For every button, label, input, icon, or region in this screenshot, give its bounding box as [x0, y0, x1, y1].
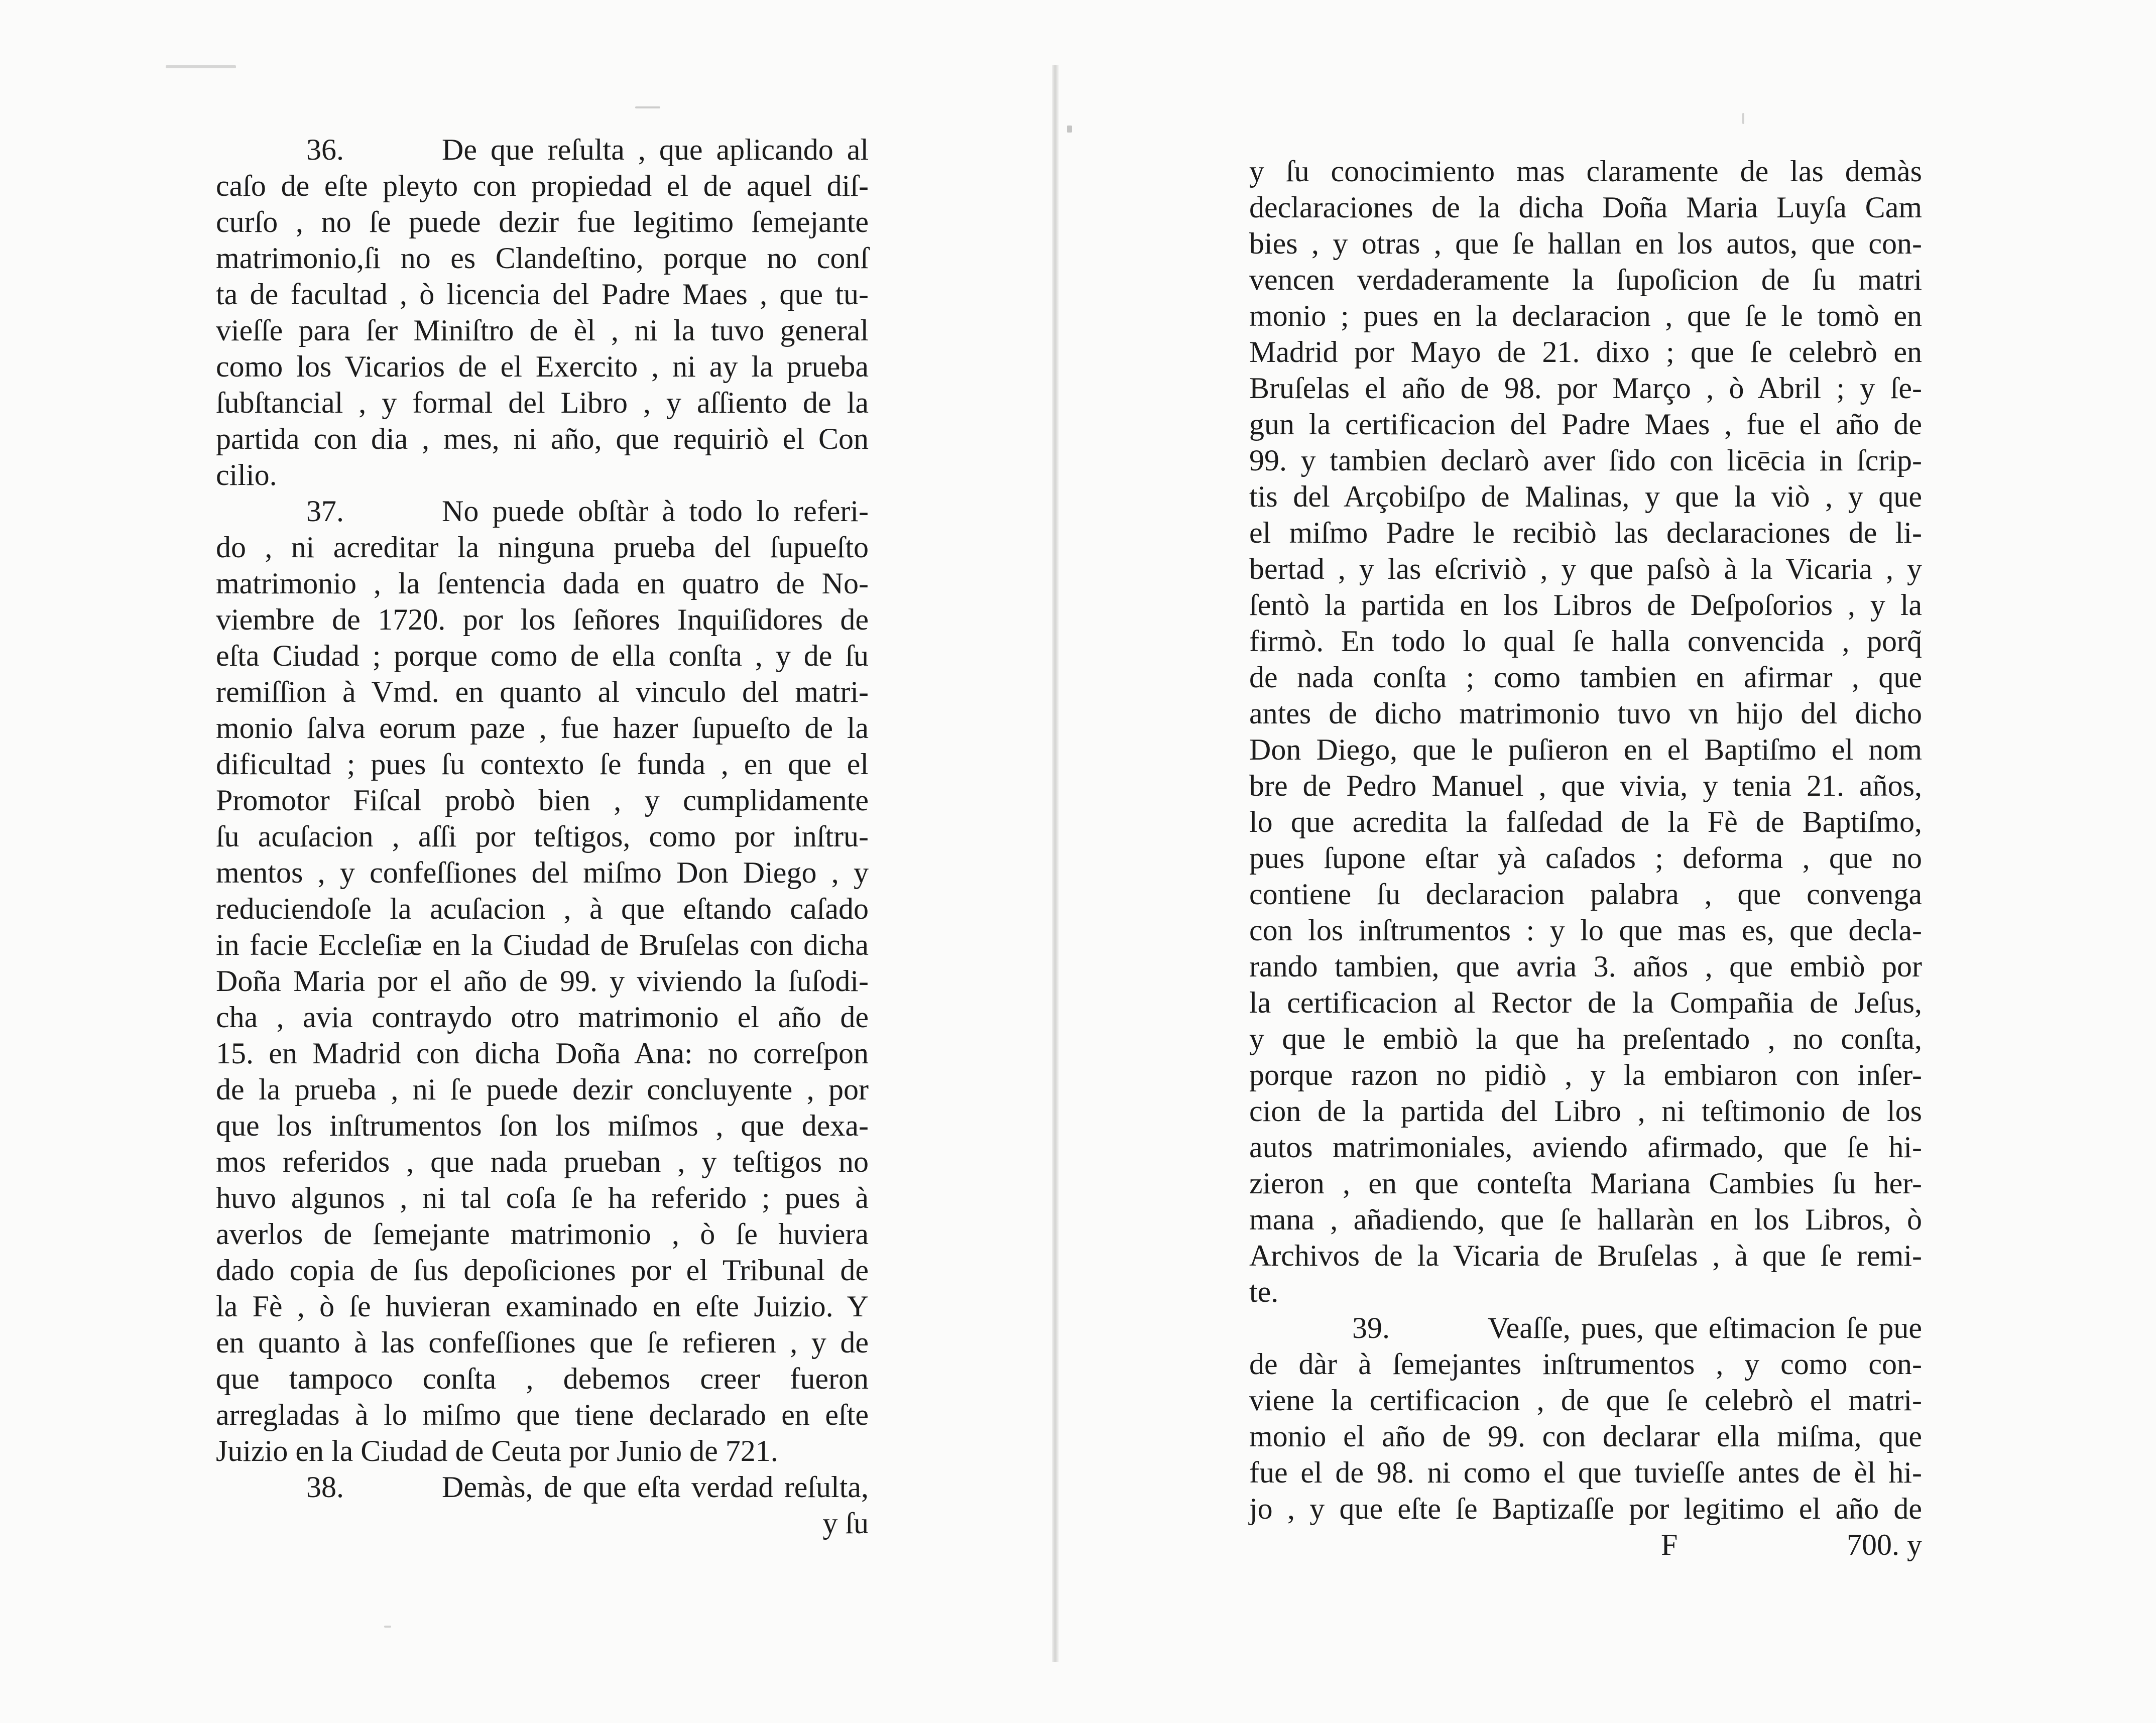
text-line: te. [1249, 1275, 1279, 1308]
text-line: de la prueba , ni ſe puede dezir concluyente , por [216, 1073, 869, 1106]
text-line: la certificacion al Rector de la Compañia de Jeſus, [1249, 986, 1922, 1019]
text-line: autos matrimoniales, aviendo afirmado, que ſe hi- [1249, 1131, 1922, 1164]
left-page [0, 0, 1052, 1723]
text-line: bre de Pedro Manuel , que vivia, y tenia 21. años, [1249, 769, 1922, 802]
text-line: huvo algunos , ni tal coſa ſe ha referido ; pues à [216, 1181, 869, 1214]
text-line: bies , y otras , que ſe hallan en los autos, que con- [1249, 227, 1922, 260]
text-line: 15. en Madrid con dicha Doña Ana: no correſpon [216, 1037, 869, 1070]
text-line: y ſu conocimiento mas claramente de las demàs [1249, 155, 1922, 188]
page-footer [1249, 1527, 1922, 1563]
text-line [216, 493, 869, 529]
text-line: curſo , no ſe puede dezir fue legitimo ſemejante [216, 205, 869, 238]
text-line: ſentò la partida en los Libros de Deſpoſorios , y la [1249, 588, 1922, 622]
text-line: Madrid por Mayo de 21. dixo ; que ſe celebrò en [1249, 335, 1922, 368]
text-line: zieron , en que conteſta Mariana Cambies ſu her- [1249, 1167, 1922, 1200]
text-line: monio ; pues en la declaracion , que ſe le tomò en [1249, 299, 1922, 332]
catchword: 700. y [1847, 1528, 1922, 1561]
text-line [1249, 1310, 1922, 1346]
text-line: matrimonio , la ſentencia dada en quatro de No- [216, 567, 869, 600]
text-line: como los Vicarios de el Exercito , ni ay la prueba [216, 350, 869, 383]
text-line: tis del Arçobiſpo de Malinas, y que la viò , y que [1249, 480, 1922, 513]
text-line: matrimonio,ſi no es Clandeſtino, porque no conſ [216, 241, 869, 275]
text-line: la Fè , ò ſe huvieran examinado en eſte Juizio. Y [216, 1290, 869, 1323]
signature-mark: F [1661, 1528, 1678, 1561]
paragraph-number: 38. [306, 1470, 344, 1504]
text-line: monio ſalva eorum paze , fue hazer ſupueſto de la [216, 711, 869, 745]
book-gutter [1052, 65, 1059, 1662]
text-line: lo que acredita la falſedad de la Fè de Baptiſmo, [1249, 805, 1922, 838]
text-line: Archivos de la Vicaria de Bruſelas , à que ſe remi- [1249, 1239, 1922, 1272]
text-line: cha , avia contraydo otro matrimonio el año de [216, 1001, 869, 1034]
text-line: gun la certificacion del Padre Maes , fue el año de [1249, 408, 1922, 441]
text-line: caſo de eſte pleyto con propiedad el de aquel diſ- [216, 169, 869, 202]
text-line: ſubſtancial , y formal del Libro , y aſſiento de la [216, 386, 869, 419]
text-line: do , ni acreditar la ninguna prueba del ſupueſto [216, 531, 869, 564]
text-line: 99. y tambien declarò aver ſido con licēcia in ſcrip- [1249, 444, 1922, 477]
paragraph-number: 37. [306, 495, 344, 528]
text-line: de dàr à ſemejantes inſtrumentos , y como con- [1249, 1347, 1922, 1381]
right-text-column [1249, 153, 1922, 1563]
text-line: bertad , y las eſcriviò , y que paſsò à la Vicaria , y [1249, 552, 1922, 585]
paragraph-number: 39. [1352, 1311, 1390, 1344]
text-line: de nada conſta ; como tambien en afirmar , que [1249, 661, 1922, 694]
text-line [216, 132, 869, 168]
line-text: Demàs, de que eſta verdad reſulta, [442, 1470, 869, 1504]
text-line: firmò. En todo lo qual ſe halla convencida , porq̃ [1249, 625, 1922, 658]
text-line: cion de la partida del Libro , ni teſtimonio de los [1249, 1094, 1922, 1128]
text-line: Doña Maria por el año de 99. y viviendo la ſuſodi- [216, 964, 869, 998]
text-line: vencen verdaderamente la ſupoſicion de ſu matri [1249, 263, 1922, 296]
text-line: remiſſion à Vmd. en quanto al vinculo del matri- [216, 675, 869, 708]
text-line: ſu acuſacion , aſſi por teſtigos, como por inſtru- [216, 820, 869, 853]
text-line: viene la certificacion , de que ſe celebrò el matri- [1249, 1384, 1922, 1417]
text-line: fue el de 98. ni como el que tuvieſſe antes de èl hi- [1249, 1456, 1922, 1489]
text-line: partida con dia , mes, ni año, que requiriò el Con [216, 422, 869, 455]
text-line: viembre de 1720. por los ſeñores Inquiſidores de [216, 603, 869, 636]
text-line: cilio. [216, 458, 277, 491]
text-line: Promotor Fiſcal probò bien , y cumplidamente [216, 784, 869, 817]
text-line: vieſſe para ſer Miniſtro de èl , ni la tuvo general [216, 314, 869, 347]
text-line: con los inſtrumentos : y lo que mas es, que decla- [1249, 914, 1922, 947]
text-line: declaraciones de la dicha Doña Maria Luyſa Cam [1249, 191, 1922, 224]
text-line: ta de facultad , ò licencia del Padre Maes , que tu- [216, 278, 869, 311]
text-line: que los inſtrumentos ſon los miſmos , que dexa- [216, 1109, 869, 1142]
text-line: el miſmo Padre le recibiò las declaraciones de li- [1249, 516, 1922, 549]
line-text: Veaſſe, pues, que eſtimacion ſe pue [1488, 1311, 1922, 1344]
text-line: antes de dicho matrimonio tuvo vn hijo del dicho [1249, 697, 1922, 730]
paragraph-number: 36. [306, 133, 344, 166]
text-line: Don Diego, que le puſieron en el Baptiſmo el nom [1249, 733, 1922, 766]
catchword: y ſu [822, 1507, 869, 1540]
text-line: Bruſelas el año de 98. por Março , ò Abril ; y ſe- [1249, 372, 1922, 405]
text-line: contiene ſu declaracion palabra , que convenga [1249, 878, 1922, 911]
text-line: porque razon no pidiò , y la embiaron con inſer- [1249, 1058, 1922, 1091]
text-line: reduciendoſe la acuſacion , à que eſtando caſado [216, 892, 869, 925]
text-line: pues ſupone eſtar yà caſados ; deforma , que no [1249, 841, 1922, 875]
text-line: dificultad ; pues ſu contexto ſe funda , en que el [216, 748, 869, 781]
text-line: que tampoco conſta , debemos creer fueron [216, 1362, 869, 1395]
text-line: mentos , y confeſſiones del miſmo Don Diego , y [216, 856, 869, 889]
text-line [216, 1469, 869, 1505]
line-text: No puede obſtàr à todo lo referi- [442, 495, 869, 528]
text-line: monio el año de 99. con declarar ella miſma, que [1249, 1420, 1922, 1453]
text-line: dado copia de ſus depoſiciones por el Tribunal de [216, 1254, 869, 1287]
text-line: y que le embiò la que ha preſentado , no conſta, [1249, 1022, 1922, 1055]
text-line: in facie Eccleſiæ en la Ciudad de Bruſelas con dicha [216, 928, 869, 961]
text-line: rando tambien, que avria 3. años , que embiò por [1249, 950, 1922, 983]
text-line: en quanto à las confeſſiones que ſe refieren , y de [216, 1326, 869, 1359]
text-line: jo , y que eſte ſe Baptizaſſe por legitimo el año de [1249, 1492, 1922, 1525]
line-text: De que reſulta , que aplicando al [442, 133, 869, 166]
text-line: averlos de ſemejante matrimonio , ò ſe huviera [216, 1217, 869, 1251]
left-text-column [216, 132, 869, 1541]
text-line: arregladas à lo miſmo que tiene declarado en eſte [216, 1398, 869, 1431]
text-line: mos referidos , que nada prueban , y teſtigos no [216, 1145, 869, 1178]
text-line: mana , añadiendo, que ſe hallaràn en los Libros, ò [1249, 1203, 1922, 1236]
text-line: Juizio en la Ciudad de Ceuta por Junio de 721. [216, 1434, 778, 1467]
text-line: eſta Ciudad ; porque como de ella conſta , y de ſu [216, 639, 869, 672]
